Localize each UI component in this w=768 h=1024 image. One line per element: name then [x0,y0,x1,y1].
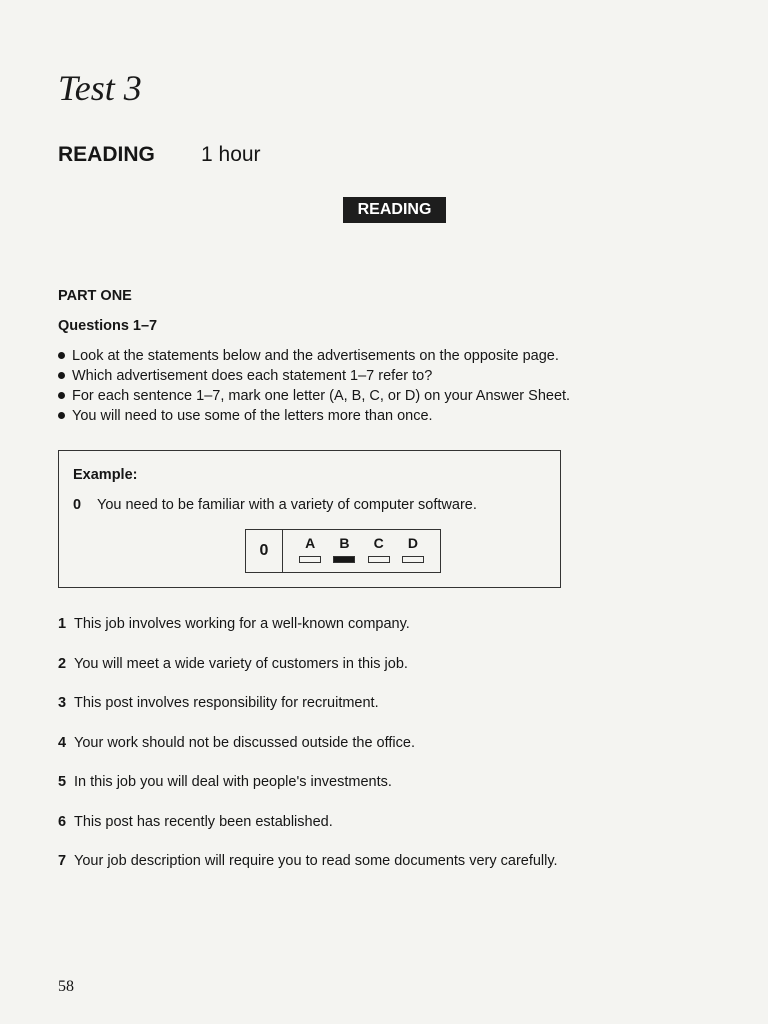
answer-box [299,556,321,563]
bullet-icon [58,392,65,399]
question-item [58,849,558,889]
example-box [58,450,561,588]
question-text: You will meet a wide variety of customers in this job. [74,655,408,672]
question-text: Your work should not be discussed outside the office. [74,734,415,751]
question-number: 4 [58,734,67,751]
question-number: 2 [58,655,67,672]
instruction-item: Which advertisement does each statement 1–7 refer to? [58,366,570,386]
question-item [58,770,558,810]
question-number: 3 [58,695,67,711]
example-label: Example: [73,467,138,483]
question-item [58,691,558,731]
section-title: READING [58,143,155,166]
bullet-icon [58,352,65,359]
questions-list [58,612,558,889]
questions-range: Questions 1–7 [58,318,158,334]
test-title: Test 3 [58,68,142,108]
option-letter: A [305,535,316,551]
instruction-item: Look at the statements below and the advertisements on the opposite page. [58,346,570,366]
answer-grid [245,529,441,573]
example-number: 0 [73,497,82,513]
instruction-item: For each sentence 1–7, mark one letter (A, B, C, or D) on your Answer Sheet. [58,386,570,406]
part-heading: PART ONE [58,288,132,304]
question-item [58,731,558,771]
bullet-icon [58,372,65,379]
bullet-icon [58,412,65,419]
question-text: This post involves responsibility for recruitment. [74,695,379,711]
question-item [58,612,558,652]
question-number: 6 [58,813,67,830]
example-text: You need to be familiar with a variety of computer software. [97,497,477,513]
section-banner: READING [343,197,446,223]
question-number: 5 [58,774,67,790]
question-text: In this job you will deal with people's investments. [74,774,392,790]
answer-options [283,530,440,572]
answer-box [333,556,355,563]
instruction-item: You will need to use some of the letters more than once. [58,406,570,426]
option-letter: B [339,535,350,551]
page-number: 58 [58,978,74,995]
answer-option-b [333,534,355,572]
question-text: This post has recently been established. [74,813,333,830]
answer-option-d [402,534,424,572]
option-letter: D [407,535,418,551]
instructions-list [58,346,570,426]
question-number: 1 [58,616,67,632]
answer-box [368,556,390,563]
question-text: This job involves working for a well-known company. [74,616,410,632]
answer-box [402,556,424,563]
question-item [58,810,558,850]
option-letter: C [373,535,384,551]
question-number: 7 [58,853,67,869]
question-text: Your job description will require you to read some documents very carefully. [74,853,558,869]
duration: 1 hour [201,143,261,166]
question-item [58,652,558,692]
answer-option-a [299,534,321,572]
answer-grid-number: 0 [246,530,283,572]
example-sentence [73,497,477,513]
answer-option-c [368,534,390,572]
